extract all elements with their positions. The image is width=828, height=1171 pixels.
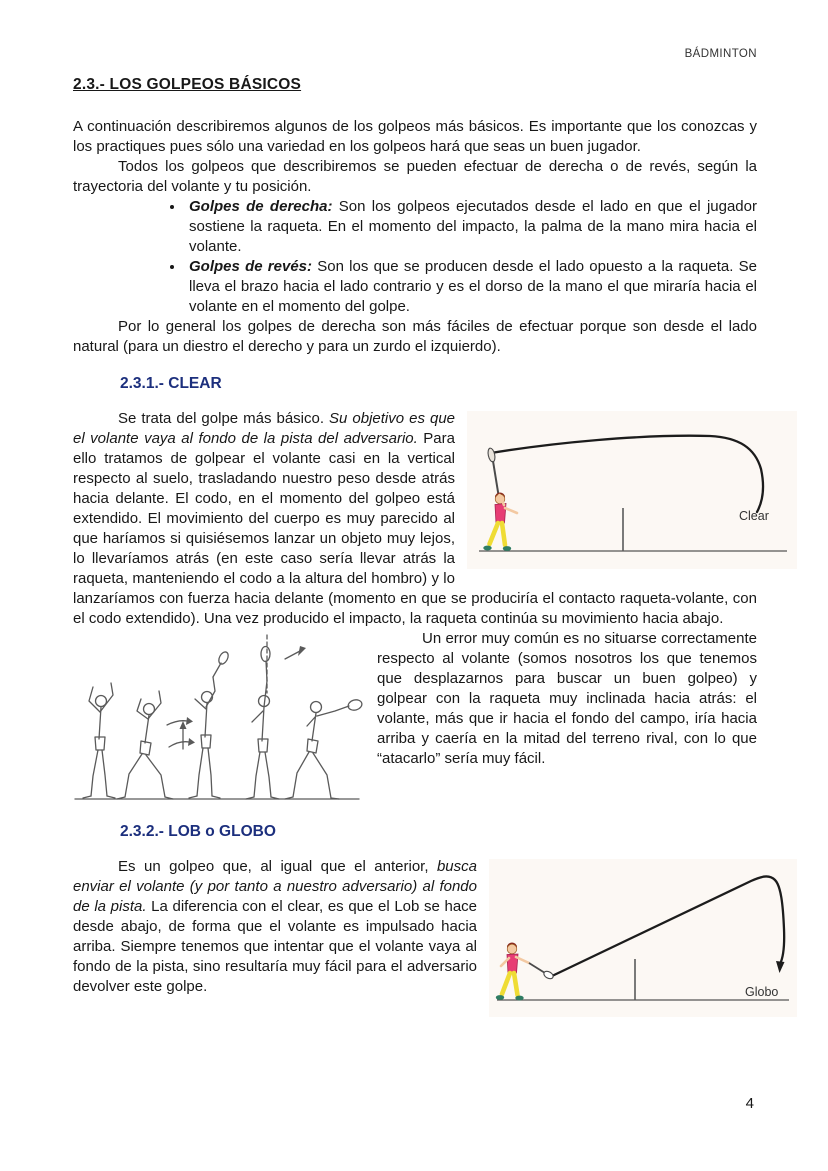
sequence-figure-3	[189, 650, 230, 798]
page-number: 4	[745, 1095, 754, 1112]
arrowhead	[180, 721, 187, 729]
intro-paragraph-1: A continuación describiremos algunos de los golpeos más básicos. Es importante que los conozcas y los practiques pues sólo una variedad en los golpeos hará que seas un buen jugador.	[73, 118, 757, 155]
sequence-figure-1	[83, 683, 115, 798]
clear-block	[73, 409, 769, 629]
arrowhead	[298, 646, 306, 656]
running-header: BÁDMINTON	[684, 48, 757, 60]
arrowhead	[186, 717, 193, 725]
clear-text-2: Para ello tratamos de golpear el volante casi en la vertical respecto al suelo, trasladando nuestro peso desde atrás hacia delante. El codo, en el momento del golpeo está extendido. El movimiento del cuerpo es muy parecido al que haríamos si quisiésemos lanzar un objeto muy lejos, lo llevaríamos atrás (en este caso sería llevar atrás la raqueta, manteniendo el codo a la altura del hombro) y lo lanzaríamos con fuerza hacia delante (momento en que se produciría el contacto raqueta-volante, con el codo extendido). Una vez producido el impacto, la raqueta continúa su movimiento hacia abajo.	[73, 430, 757, 627]
lob-text-2: La diferencia con el clear, es que el Lob se hace desde abajo, de forma que el volante es impulsado hacia arriba. Siempre tenemos que intentar que el volante vaya al fondo de la pista, sino resultaría muy fácil para el adversario devolver este golpe.	[73, 898, 478, 995]
page-content	[73, 76, 779, 1023]
globo-diagram-drawing	[489, 859, 797, 1017]
clear-text-1: Se trata del golpe más básico.	[118, 410, 330, 427]
sequence-figure-2	[117, 691, 173, 799]
list-item-golpes-reves	[185, 257, 757, 317]
bullet-term: Golpes de derecha:	[189, 198, 333, 215]
lob-text-1: Es un golpeo que, al igual que el anterior,	[118, 858, 437, 875]
clear-diagram-drawing	[467, 411, 797, 569]
lob-block	[73, 857, 779, 1023]
clear-trajectory-diagram	[467, 411, 797, 569]
lob-text-italic: busca enviar el volante (y por tanto a nuestro adversario) al fondo de la pista.	[73, 858, 477, 915]
clear-heading: 2.3.1.- CLEAR	[120, 375, 222, 392]
sequence-figure-5	[285, 698, 363, 799]
intro-paragraph-2: Todos los golpeos que describiremos se pueden efectuar de derecha o de revés, según la trayectoria del volante y tu posición.	[73, 158, 757, 195]
player-figure	[483, 447, 517, 550]
trajectory-arrowhead	[776, 961, 785, 973]
bullet-text: Son los golpeos ejecutados desde el lado en que el jugador sostiene la raqueta. En el momento del impacto, la palma de la mano mira hacia el volante.	[189, 198, 757, 255]
globo-trajectory-path	[552, 876, 784, 976]
intro-paragraph-3: Por lo general los golpes de derecha son más fáciles de efectuar porque son desde el lado natural (para un diestro el derecho y para un zurdo el izquierdo).	[73, 318, 757, 355]
player-figure	[496, 943, 555, 1001]
clear-text-italic: Su objetivo es que el volante vaya al fondo de la pista del adversario.	[73, 410, 456, 447]
clear-diagram-label: Clear	[739, 509, 769, 523]
sequence-drawing	[71, 629, 363, 811]
clear-paragraph-2: Un error muy común es no situarse correctamente respecto al volante (somos nosotros los que tenemos que desplazarnos para buscar un buen golpeo) y golpear con la raqueta muy inclinada hacia atrás: el volante, más que ir hacia el fondo del campo, iría hacia arriba y caería en la mitad del terreno rival, con lo que “atacarlo” sería muy fácil.	[377, 630, 757, 767]
northeast-arrow	[285, 651, 300, 659]
section-title: 2.3.- LOS GOLPEOS BÁSICOS	[73, 76, 302, 93]
lob-heading: 2.3.2.- LOB o GLOBO	[120, 823, 276, 840]
arrowhead	[188, 738, 195, 746]
clear-trajectory-path	[491, 436, 763, 512]
stroke-types-list	[73, 197, 757, 317]
globo-diagram-label: Globo	[745, 985, 779, 999]
rotation-arrow-lower	[169, 742, 189, 747]
clear-error-block	[73, 629, 757, 813]
bullet-text: Son los que se producen desde el lado opuesto a la raqueta. Se lleva el brazo hacia el lado contrario y es el dorso de la mano el que miraría hacia el volante en el momento del golpe.	[189, 258, 757, 315]
list-item-golpes-derecha	[185, 197, 757, 257]
globo-trajectory-diagram	[489, 859, 797, 1017]
sequence-figure-4	[246, 647, 279, 800]
bullet-term: Golpes de revés:	[189, 258, 313, 275]
clear-stroke-sequence-figure	[71, 629, 363, 811]
